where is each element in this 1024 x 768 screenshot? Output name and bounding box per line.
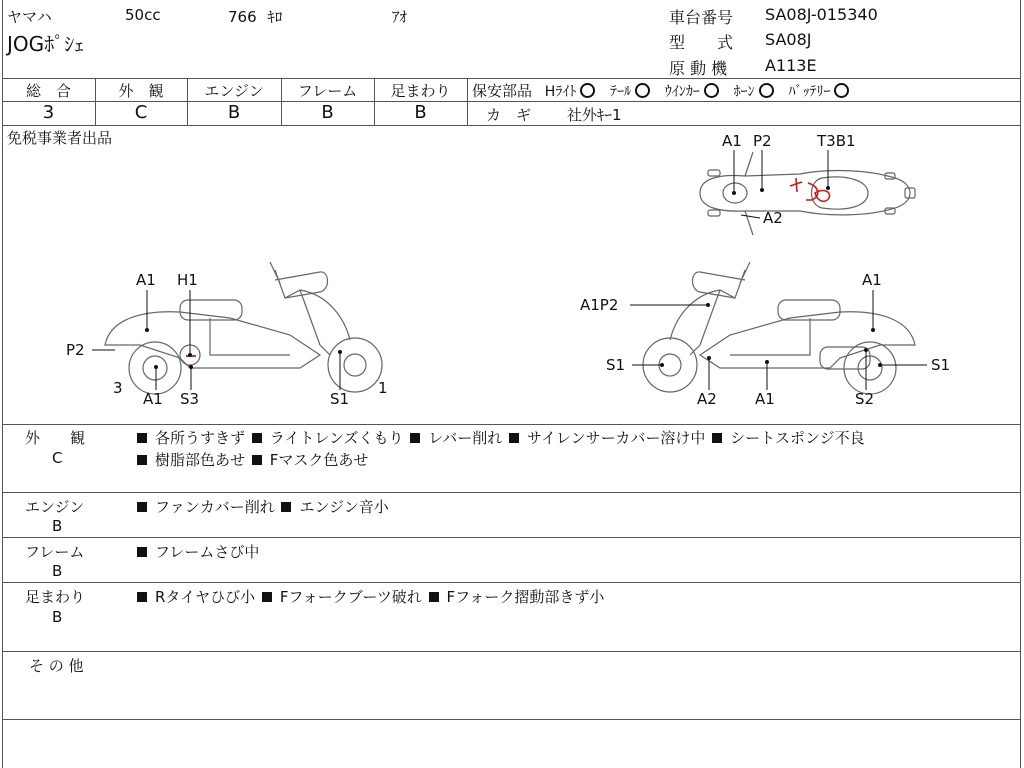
- bullet-square-icon: [281, 502, 291, 512]
- frame-number: SA08J-015340: [765, 5, 878, 24]
- top-label-p2: P2: [753, 132, 772, 150]
- grade-frame-label: フレーム: [297, 82, 358, 100]
- bullet-square-icon: [410, 433, 420, 443]
- remark-engine-grade: B: [52, 517, 63, 535]
- red-damage-mark: [790, 178, 830, 201]
- remark-frame-line1: フレームさび中: [137, 541, 259, 562]
- top-label-t3b1: T3B1: [817, 132, 856, 150]
- bullet-square-icon: [137, 592, 147, 602]
- top-label-a2: A2: [763, 209, 783, 227]
- tax-exempt-note: 免税事業者出品: [7, 129, 113, 147]
- safety-parts-label: 保安部品: [472, 82, 533, 100]
- bullet-square-icon: [137, 547, 147, 557]
- remarks-divider-2: [2, 537, 1020, 538]
- right-label-a1-bottom: A1: [755, 390, 775, 408]
- grade-overall-label: 総 合: [25, 82, 71, 100]
- remarks-divider-5: [2, 719, 1020, 720]
- right-label-a2: A2: [697, 390, 717, 408]
- key-label: カ ギ: [486, 106, 532, 124]
- safety-item-headlight: Hﾗｲﾄ: [545, 82, 606, 100]
- bullet-square-icon: [252, 455, 262, 465]
- safety-item-battery: ﾊﾞｯﾃﾘｰ: [788, 82, 849, 100]
- type-label: 型 式: [669, 33, 734, 52]
- bullet-square-icon: [252, 433, 262, 443]
- mileage-value: 766: [228, 8, 257, 26]
- safety-item-tail: ﾃｰﾙ: [610, 82, 660, 100]
- right-label-s1-left: S1: [606, 356, 626, 374]
- grade-suspension-value: B: [414, 102, 427, 123]
- safety-item-horn: ﾎｰﾝ: [734, 82, 784, 100]
- remark-exterior-label: 外 観: [25, 429, 86, 447]
- bullet-square-icon: [137, 502, 147, 512]
- remark-suspension-label: 足まわり: [25, 588, 86, 606]
- right-label-a1-top: A1: [862, 271, 882, 289]
- engine-model-label: 原 動 機: [669, 59, 728, 78]
- bullet-square-icon: [262, 592, 272, 602]
- right-label-s2: S2: [855, 390, 875, 408]
- grade-suspension-label: 足まわり: [390, 82, 451, 100]
- body-color: ｱｵ: [392, 8, 408, 26]
- left-label-s3: S3: [180, 390, 200, 408]
- remark-engine-label: エンジン: [25, 498, 85, 516]
- remark-exterior-grade: C: [52, 449, 63, 467]
- remark-suspension-line1: Rタイヤひび小 Fフォークブーツ破れ Fフォーク摺動部きず小: [137, 586, 604, 607]
- left-label-a1-top: A1: [136, 271, 156, 289]
- bullet-square-icon: [137, 455, 147, 465]
- left-label-p2: P2: [66, 341, 85, 359]
- remark-frame-label: フレーム: [25, 543, 85, 561]
- displacement: 50cc: [125, 6, 161, 24]
- remark-frame-grade: B: [52, 562, 63, 580]
- remark-exterior-line1: 各所うすきず ライトレンズくもり レバー削れ サイレンサーカバー溶け中 シートスポンジ不良: [137, 427, 865, 448]
- grade-overall-value: 3: [42, 102, 55, 123]
- top-label-a1: A1: [722, 132, 742, 150]
- remark-other-label: そ の 他: [29, 657, 84, 675]
- remarks-divider-3: [2, 582, 1020, 583]
- engine-model-value: A113E: [765, 56, 817, 75]
- mileage-unit: ｷﾛ: [267, 8, 283, 26]
- model-name: JOGﾎﾟｼｪ: [7, 32, 85, 56]
- bullet-square-icon: [509, 433, 519, 443]
- grade-exterior-value: C: [134, 102, 148, 123]
- bullet-square-icon: [137, 433, 147, 443]
- bullet-square-icon: [712, 433, 722, 443]
- bullet-square-icon: [429, 592, 439, 602]
- diagram-bottom-divider: [2, 424, 1020, 425]
- remark-exterior-line2: 樹脂部色あせ Fマスク色あせ: [137, 449, 368, 470]
- maker: ヤマハ: [7, 8, 52, 26]
- remark-suspension-grade: B: [52, 608, 63, 626]
- left-label-h1: H1: [177, 271, 198, 289]
- frame-number-label: 車台番号: [669, 8, 734, 27]
- right-label-a1p2: A1P2: [580, 296, 619, 314]
- remarks-divider-4: [2, 651, 1020, 652]
- grade-engine-value: B: [227, 102, 241, 123]
- type-value: SA08J: [765, 30, 812, 49]
- left-label-3: 3: [113, 379, 123, 397]
- left-label-1: 1: [378, 379, 388, 397]
- left-label-s1: S1: [330, 390, 350, 408]
- grade-engine-label: エンジン: [204, 82, 264, 100]
- remark-engine-line1: ファンカバー削れ エンジン音小: [137, 496, 389, 517]
- remarks-divider-1: [2, 492, 1020, 493]
- key-value: 社外ｷｰ1: [567, 106, 622, 124]
- grade-exterior-label: 外 観: [118, 82, 164, 100]
- grade-frame-value: B: [321, 102, 334, 123]
- left-label-a1-bottom: A1: [143, 390, 163, 408]
- right-label-s1-right: S1: [931, 356, 951, 374]
- safety-item-winker: ｳｲﾝｶｰ: [665, 82, 729, 100]
